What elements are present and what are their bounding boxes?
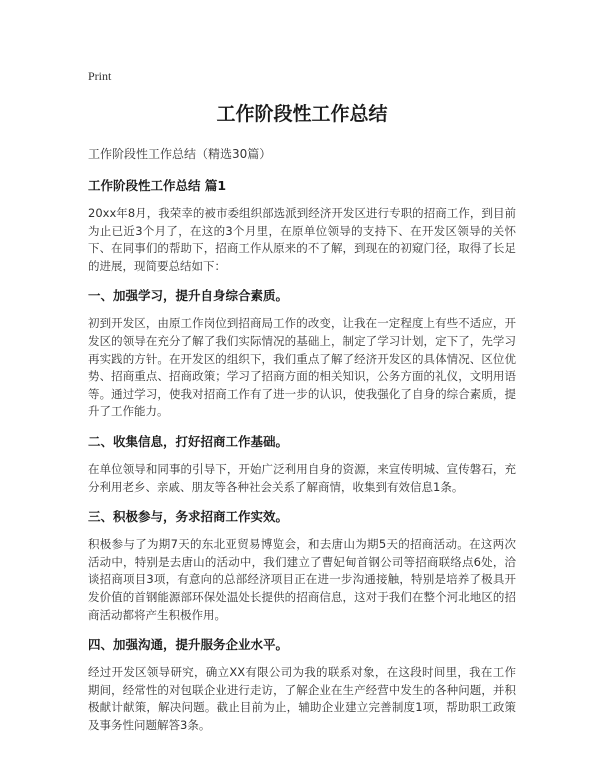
document-page [88, 68, 516, 746]
intro-paragraph: 20xx年8月，我荣幸的被市委组织部选派到经济开发区进行专职的招商工作，到目前为止已近3个月了，在这的3个月里，在原单位领导的支持下、在开发区领导的关怀下、在同事们的帮助下，招商工作从原来的不了解，到现在的初窥门径，取得了长足的进展，现简要总结如下： [88, 206, 516, 273]
section-heading-1: 一、加强学习，提升自身综合素质。 [88, 288, 289, 304]
section-body-2: 在单位领导和同事的引导下，开始广泛利用自身的资源，来宣传明城、宣传磐石，充分利用老乡、亲戚、朋友等各种社会关系了解商情，收集到有效信息1条。 [88, 461, 516, 494]
section-heading-3: 三、积极参与，务求招商工作实效。 [88, 509, 289, 525]
article-heading: 工作阶段性工作总结 篇1 [88, 178, 227, 193]
section-body-3: 积极参与了为期7天的东北亚贸易博览会，和去唐山为期5天的招商活动。在这两次活动中，特别是去唐山的活动中，我们建立了曹妃甸首钢公司等招商联络点6处，洽谈招商项目3项，有意向的总部经济项目正在进一步沟通接触，特别是培养了极具开发价值的首钢能源部环保处温处长提供的招商信息，这对于我们在整个河北地区的招商活动都将产生积极作用。 [88, 537, 516, 622]
document-subtitle: 工作阶段性工作总结（精选30篇） [88, 147, 272, 161]
section-body-1: 初到开发区，由原工作岗位到招商局工作的改变，让我在一定程度上有些不适应，开发区的领导在充分了解了我们实际情况的基础上，制定了学习计划，定下了，先学习再实践的方针。在开发区的组织下，我们重点了解了经济开发区的具体情况、区位优势、招商重点、招商政策；学习了招商方面的相关知识，公务方面的礼仪，文明用语等。通过学习，使我对招商工作有了进一步的认识，使我强化了自身的综合素质，提升了工作能力。 [88, 316, 516, 419]
print-label[interactable]: Print [88, 69, 112, 83]
document-title: 工作阶段性工作总结 [216, 103, 388, 125]
section-heading-4: 四、加强沟通，提升服务企业水平。 [88, 637, 289, 653]
section-heading-2: 二、收集信息，打好招商工作基础。 [88, 433, 289, 449]
section-body-4: 经过开发区领导研究，确立XX有限公司为我的联系对象，在这段时间里，我在工作期间，经常性的对包联企业进行走访，了解企业在生产经营中发生的各种问题，并积极献计献策，解决问题。截止目前为止，辅助企业建立完善制度1项，帮助职工政策及事务性问题解答3条。 [88, 665, 516, 732]
